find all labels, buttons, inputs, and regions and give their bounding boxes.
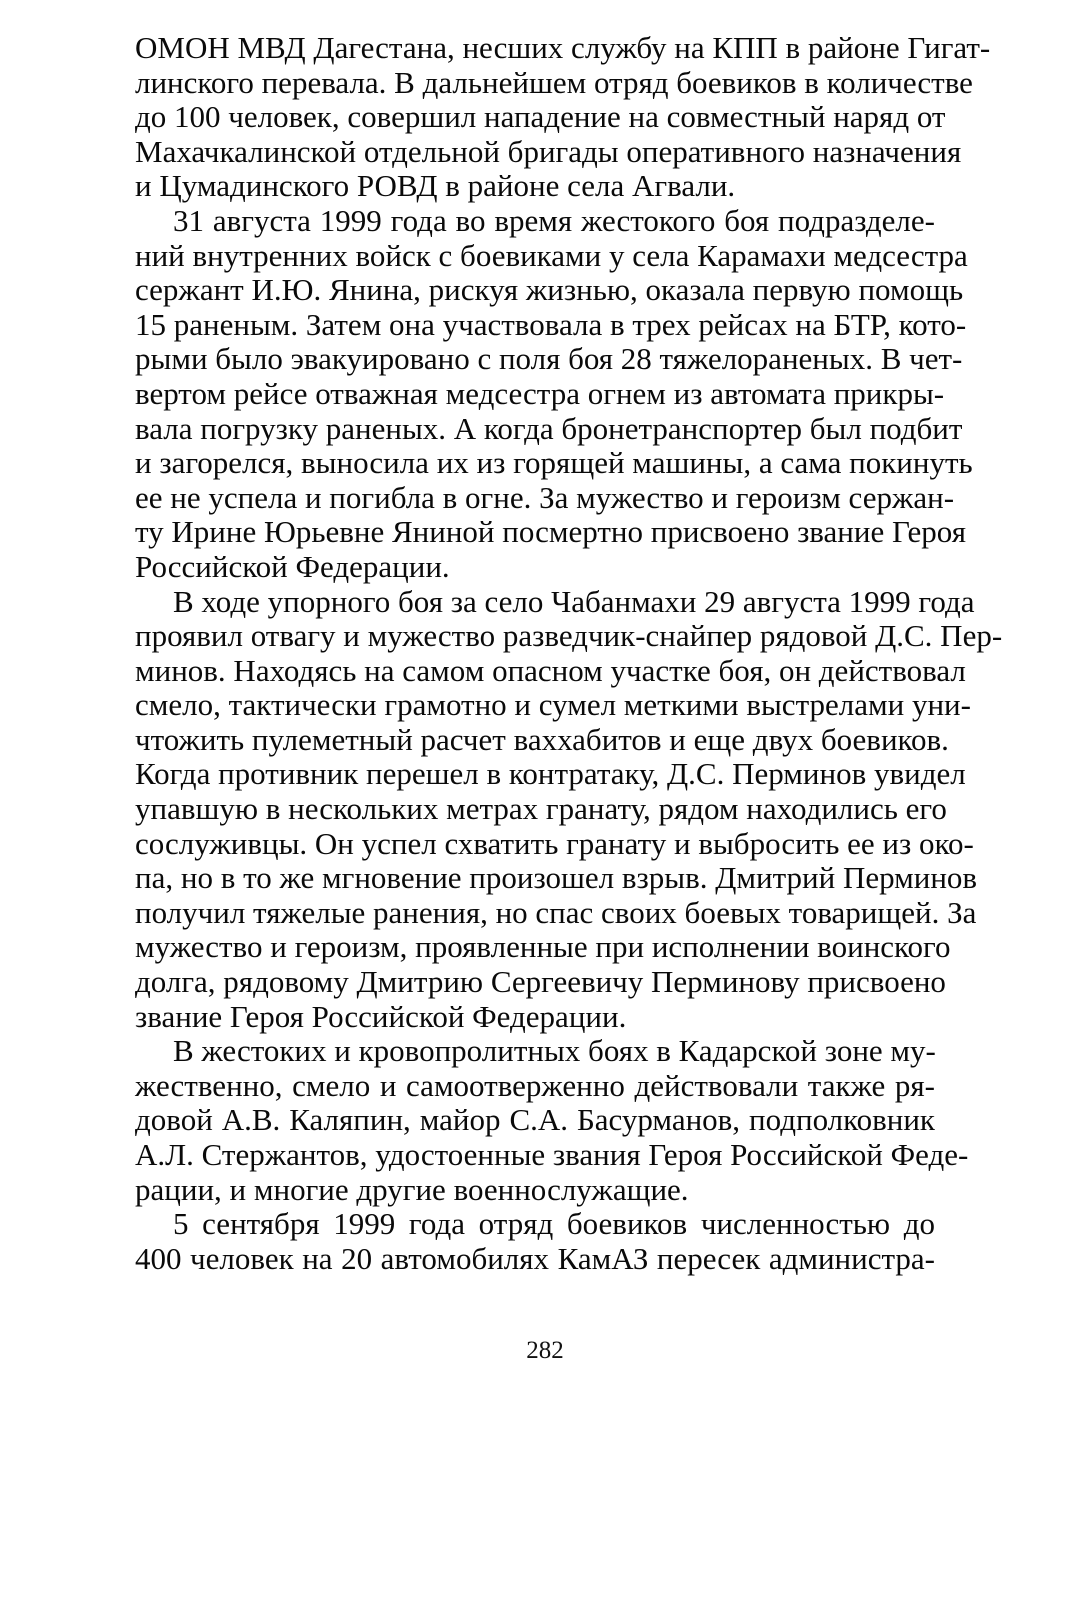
- text-line: ний внутренних войск с боевиками у села Карамахи медсестра: [135, 237, 968, 273]
- paragraph-1: [135, 30, 991, 204]
- text-line: В ходе упорного боя за село Чабанмахи 29 августа 1999 года: [173, 583, 975, 619]
- text-line: ОМОН МВД Дагестана, несших службу на КПП в районе Гигат-: [135, 30, 991, 65]
- text-line: смело, тактически грамотно и сумел меткими выстрелами уни-: [135, 687, 971, 723]
- text-line: линского перевала. В дальнейшем отряд боевиков в количестве: [135, 64, 973, 100]
- text-line: сержант И.Ю. Янина, рискуя жизнью, оказала первую помощь: [135, 272, 964, 308]
- text-line: чтожить пулеметный расчет ваххабитов и еще двух боевиков.: [135, 721, 949, 757]
- text-line: вертом рейсе отважная медсестра огнем из автомата прикры-: [135, 375, 945, 411]
- paragraph-5: [135, 1207, 935, 1276]
- text-line: звание Героя Российской Федерации.: [135, 998, 627, 1034]
- text-line: и загорелся, выносила их из горящей машины, а сама покинуть: [135, 445, 973, 481]
- text-line: упавшую в нескольких метрах гранату, рядом находились его: [135, 791, 947, 827]
- text-line: рации, и многие другие военнослужащие.: [135, 1171, 689, 1207]
- text-line: минов. Находясь на самом опасном участке боя, он действовал: [135, 652, 966, 688]
- text-line: Российской Федерации.: [135, 548, 450, 584]
- text-line: 15 раненым. Затем она участвовала в трех рейсах на БТР, кото-: [135, 306, 967, 342]
- text-line: па, но в то же мгновение произошел взрыв. Дмитрий Перминов: [135, 860, 978, 896]
- text-line: довой А.В. Каляпин, майор С.А. Басурманов, подполковник: [135, 1102, 935, 1138]
- text-line: до 100 человек, совершил нападение на совместный наряд от: [135, 99, 946, 135]
- text-line: 400 человек на 20 автомобилях КамАЗ пересек администра-: [135, 1240, 935, 1276]
- text-line: проявил отвагу и мужество разведчик-снайпер рядовой Д.С. Пер-: [135, 618, 1003, 654]
- page-body: [135, 30, 1003, 1276]
- text-line: жественно, смело и самоотверженно действовали также ря-: [135, 1067, 935, 1103]
- text-line: В жестоких и кровопролитных боях в Кадарской зоне му-: [173, 1033, 936, 1069]
- text-line: 31 августа 1999 года во время жестокого боя подразделе-: [173, 202, 935, 238]
- text-line: 5 сентября 1999 года отряд боевиков численностью до: [173, 1206, 935, 1242]
- paragraph-3: [135, 583, 1003, 1035]
- text-line: Махачкалинской отдельной бригады оперативного назначения: [135, 133, 962, 169]
- text-line: рыми было эвакуировано с поля боя 28 тяжелораненых. В чет-: [135, 341, 963, 377]
- text-line: вала погрузку раненых. А когда бронетранспортер был подбит: [135, 410, 963, 446]
- text-line: ее не успела и погибла в огне. За мужество и героизм сержан-: [135, 479, 955, 515]
- paragraph-2: [135, 202, 973, 585]
- text-line: ту Ирине Юрьевне Яниной посмертно присвоено звание Героя: [135, 514, 966, 550]
- text-line: А.Л. Стержантов, удостоенные звания Героя Российской Феде-: [135, 1137, 969, 1172]
- text-line: сослуживцы. Он успел схватить гранату и выбросить ее из око-: [135, 825, 974, 861]
- text-line: мужество и героизм, проявленные при исполнении воинского: [135, 929, 951, 965]
- page-number: 282: [526, 1337, 564, 1364]
- text-line: и Цумадинского РОВД в районе села Агвали.: [135, 168, 736, 204]
- text-line: Когда противник перешел в контратаку, Д.С. Перминов увидел: [135, 756, 966, 792]
- text-line: получил тяжелые ранения, но спас своих боевых товарищей. За: [135, 894, 977, 930]
- paragraph-4: [135, 1033, 969, 1207]
- text-line: долга, рядовому Дмитрию Сергеевичу Перминову присвоено: [135, 964, 946, 1000]
